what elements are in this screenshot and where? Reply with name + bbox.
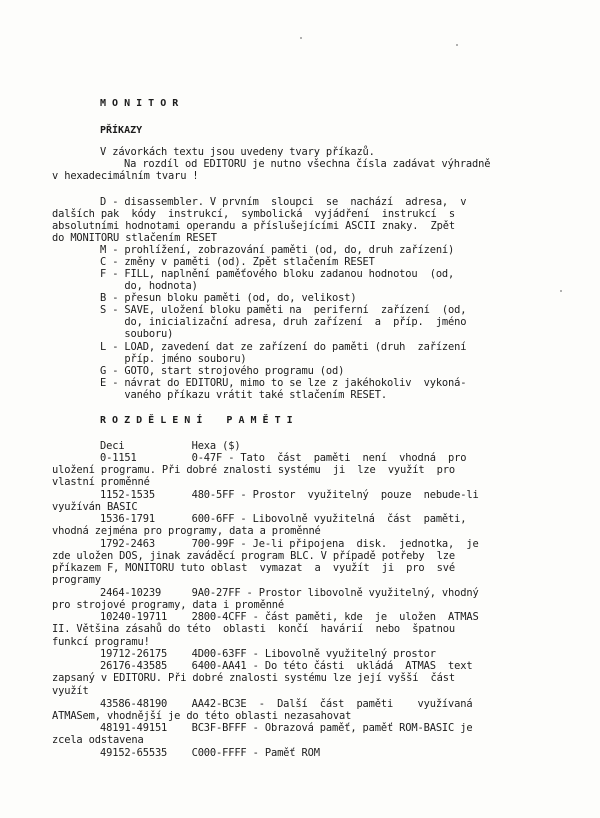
memory-heading: R O Z D Ě L E N Í P A M Ě T I: [100, 415, 293, 426]
command-line: příp. jméno souboru): [100, 353, 247, 365]
memory-line: 10240-19711 2800-4CFF - část paměti, kde je uložen ATMAS: [100, 611, 479, 623]
memory-line: 49152-65535 C000-FFFF - Paměť ROM: [100, 747, 320, 759]
memory-table-header: Deci Hexa ($): [100, 440, 241, 452]
memory-line: zcela odstavena: [52, 734, 144, 746]
memory-line: zapsaný v EDITORU. Při dobré znalosti systému lze její vyšší část: [52, 672, 455, 684]
memory-line: 26176-43585 6400-AA41 - Do této části ukládá ATMAS text: [100, 660, 473, 672]
memory-line: 0-1151 0-47F - Tato část paměti není vhodná pro: [100, 452, 467, 464]
memory-line: ATMASem, vhodnější je do této oblasti nezasahovat: [52, 710, 352, 722]
command-line: L - LOAD, zavedení dat ze zařízení do paměti (druh zařízení: [100, 341, 467, 353]
command-line: G - GOTO, start strojového programu (od): [100, 365, 345, 377]
memory-line: 2464-10239 9A0-27FF - Prostor libovolně využitelný, vhodný: [100, 587, 479, 599]
memory-line: pro strojové programy, data i proměnné: [52, 599, 285, 611]
command-line: do, inicializační adresa, druh zařízení a příp. jméno: [100, 316, 467, 328]
command-line: E - návrat do EDITORU, mimo to se lze z jakéhokoliv vykoná-: [100, 377, 467, 389]
memory-line: programy: [52, 574, 101, 586]
command-line: F - FILL, naplnění paměťového bloku zadanou hodnotou (od,: [100, 268, 455, 280]
memory-line: 1536-1791 600-6FF - Libovolně využitelná část paměti,: [100, 513, 467, 525]
command-line: dalších pak kódy instrukcí, symbolická vyjádření instrukcí s: [52, 208, 455, 220]
memory-line: uložení programu. Při dobré znalosti systému ji lze využít pro: [52, 464, 455, 476]
command-line: do, hodnota): [100, 280, 198, 292]
intro-line: V závorkách textu jsou uvedeny tvary příkazů.: [100, 146, 375, 158]
scan-speck: [456, 44, 458, 46]
command-line: B - přesun bloku paměti (od, do, velikost): [100, 292, 357, 304]
command-line: souboru): [100, 328, 174, 340]
memory-line: využít: [52, 685, 89, 697]
memory-line: zde uložen DOS, jinak zaváděcí program BLC. V případě potřeby lze: [52, 550, 455, 562]
memory-line: vhodná zejména pro programy, data a proměnné: [52, 525, 321, 537]
command-line: absolutními hodnotami operandu a příslušejícími ASCII znaky. Zpět: [52, 220, 455, 232]
command-line: vaného příkazu vrátit také stlačením RESET.: [100, 389, 387, 401]
memory-line: 1152-1535 480-5FF - Prostor využitelný pouze nebude-li: [100, 489, 479, 501]
command-line: C - změny v paměti (od). Zpět stlačením RESET: [100, 256, 375, 268]
intro-line: v hexadecimálním tvaru !: [52, 170, 199, 182]
command-line: do MONITORU stlačením RESET: [52, 232, 217, 244]
command-line: M - prohlížení, zobrazování paměti (od, do, druh zařízení): [100, 244, 455, 256]
memory-line: 19712-26175 4D00-63FF - Libovolně využitelný prostor: [100, 648, 436, 660]
memory-line: využíván BASIC: [52, 501, 138, 513]
memory-line: 43586-48190 AA42-BC3E - Další část paměti využívaná: [100, 698, 473, 710]
command-line: S - SAVE, uložení bloku paměti na periferní zařízení (od,: [100, 304, 467, 316]
memory-line: příkazem F, MONITORU tuto oblast vymazat a využít ji pro své: [52, 562, 455, 574]
intro-line: Na rozdíl od EDITORU je nutno všechna čísla zadávat výhradně: [124, 158, 491, 170]
scan-speck: [560, 290, 562, 292]
monitor-title: M O N I T O R: [100, 98, 179, 109]
memory-line: 1792-2463 700-99F - Je-li připojena disk. jednotka, je: [100, 538, 479, 550]
scan-speck: [300, 37, 302, 39]
command-line: D - disassembler. V prvním sloupci se nachází adresa, v: [100, 196, 467, 208]
memory-line: II. Většina zásahů do této oblasti končí havárií nebo špatnou: [52, 623, 455, 635]
commands-heading: PŘÍKAZY: [100, 125, 143, 136]
memory-line: 48191-49151 BC3F-BFFF - Obrazová paměť, paměť ROM-BASIC je: [100, 722, 473, 734]
memory-line: vlastní proměnné: [52, 476, 150, 488]
memory-line: funkcí programu!: [52, 636, 150, 648]
